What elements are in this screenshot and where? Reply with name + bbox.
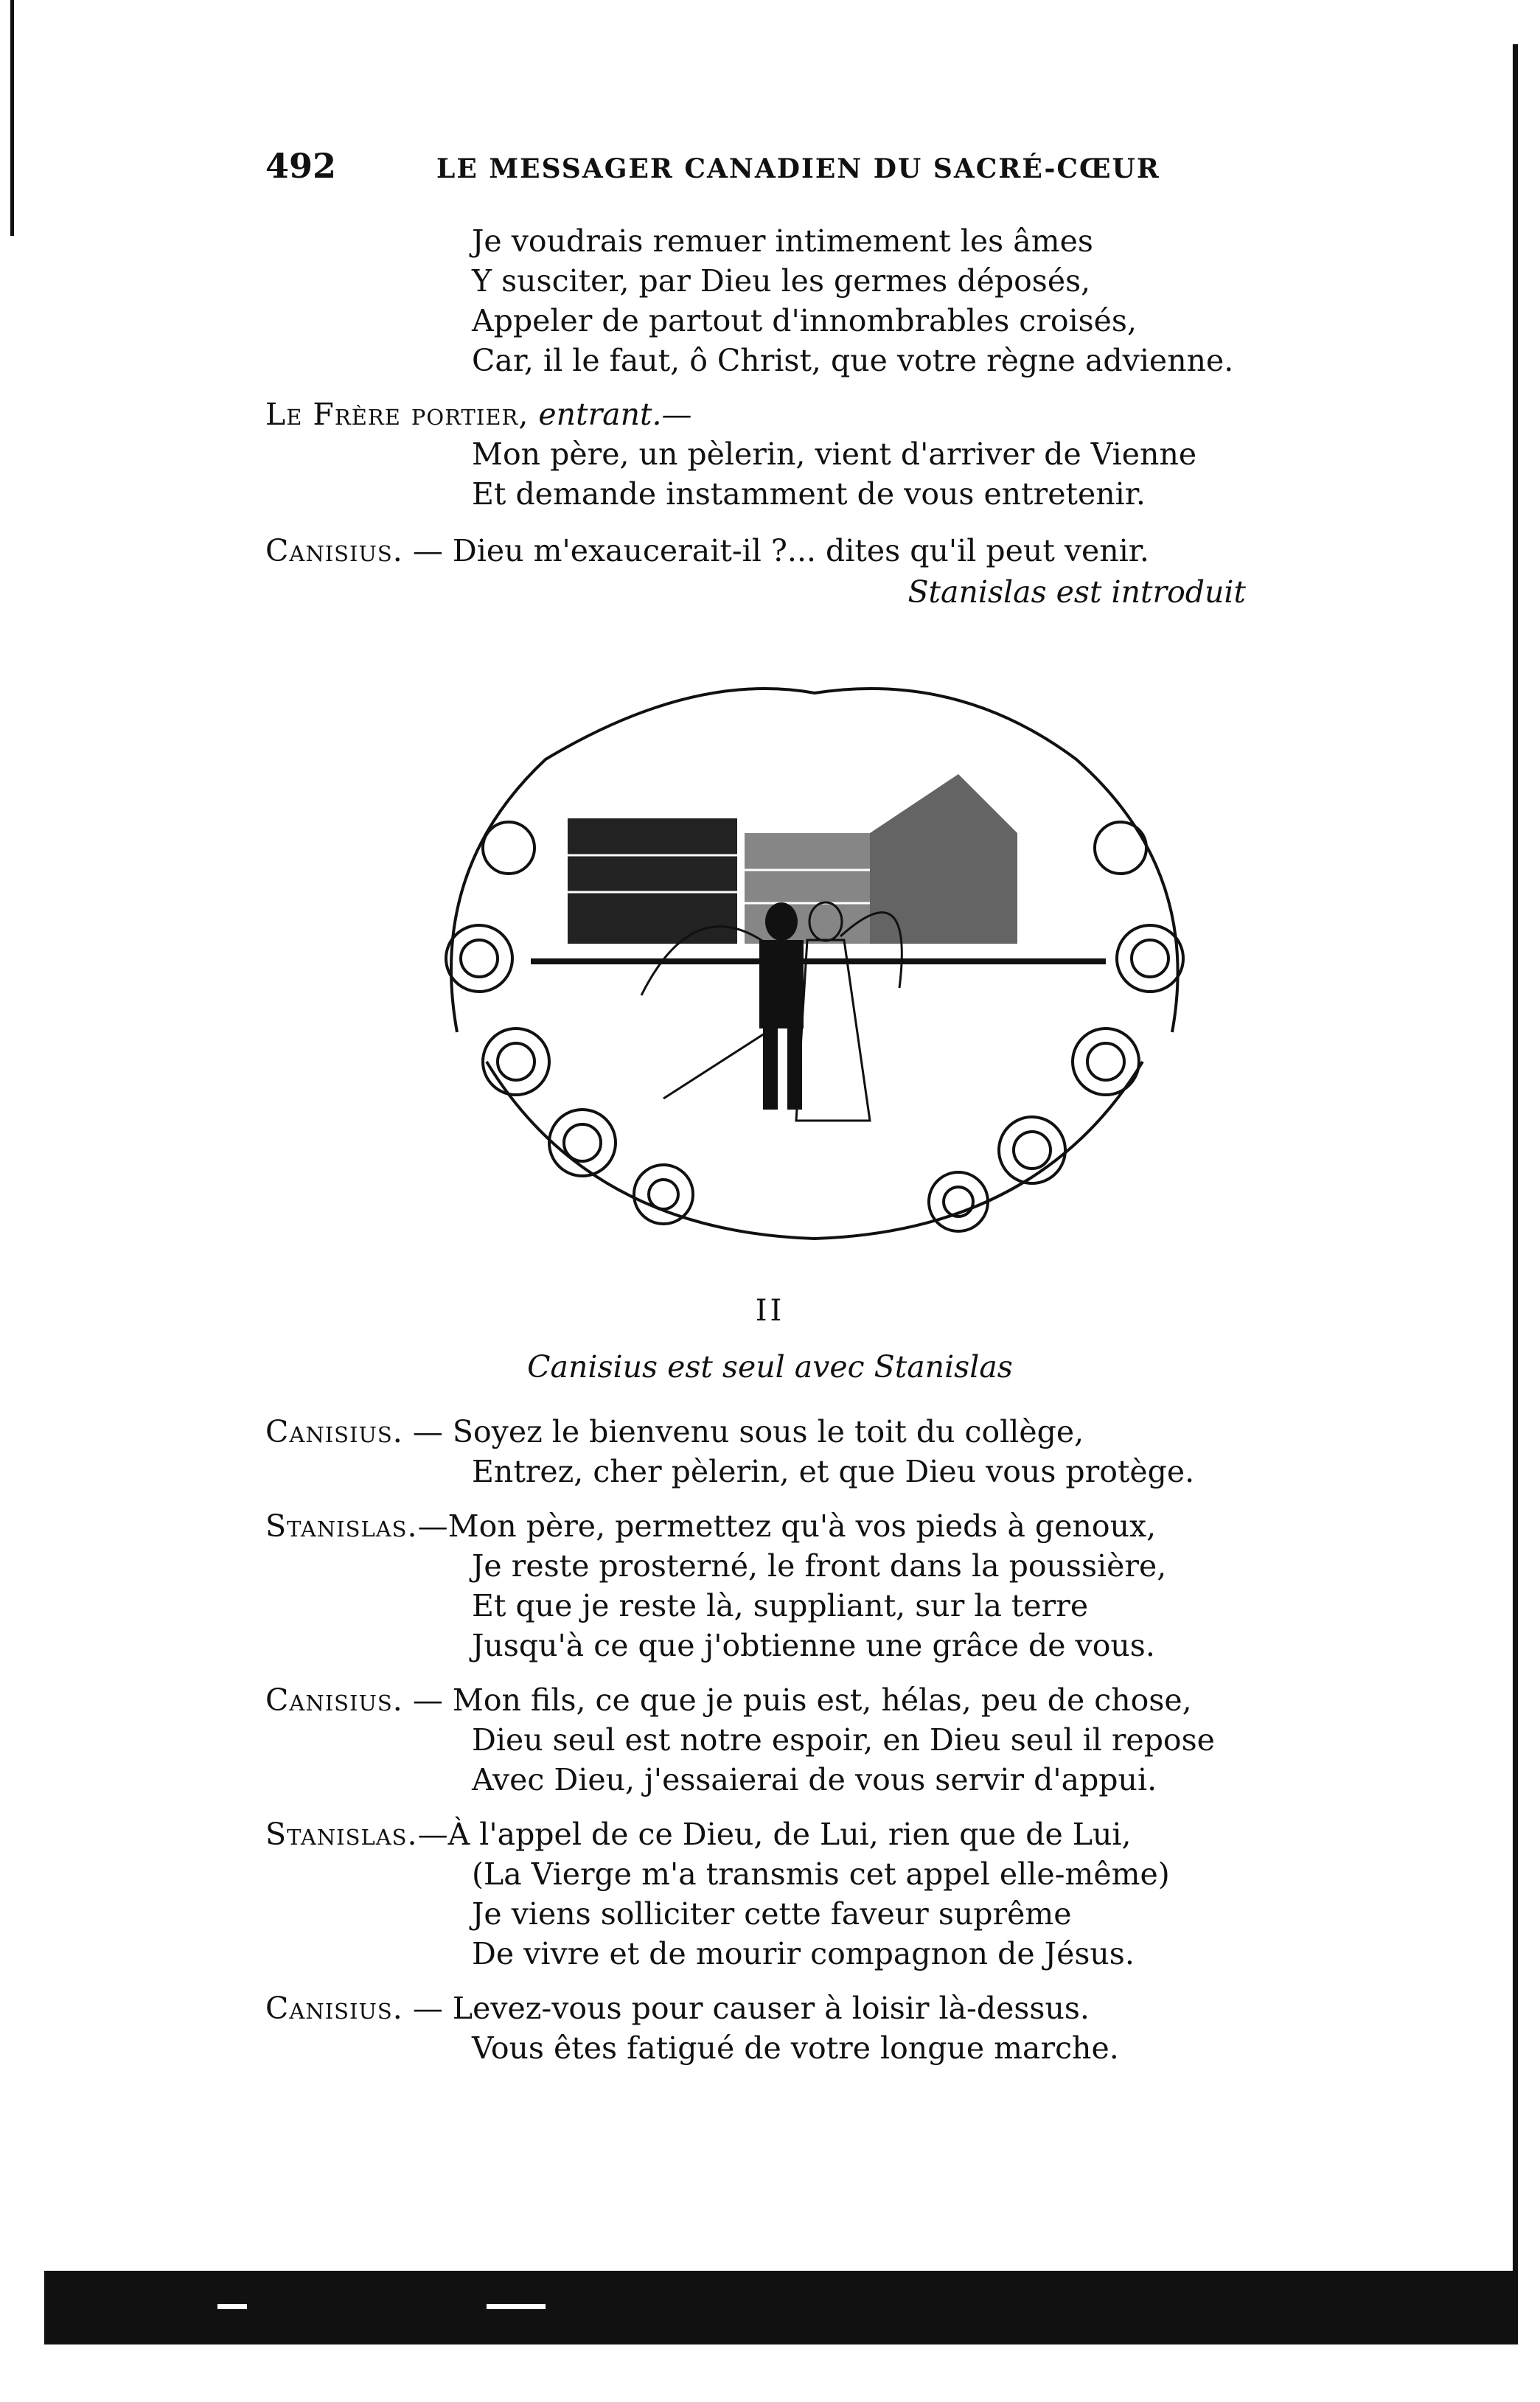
verse-line: Y susciter, par Dieu les germes déposés, xyxy=(472,263,1091,299)
speaker-name: Le Frère portier, xyxy=(265,397,529,432)
stage-direction: Stanislas est introduit xyxy=(907,574,1246,610)
verse-line: Je reste prosterné, le front dans la poussière, xyxy=(472,1548,1167,1584)
verse-line: Je voudrais remuer intimement les âmes xyxy=(472,223,1093,259)
scene-heading: Canisius est seul avec Stanislas xyxy=(527,1349,1013,1385)
verse-line: Je viens solliciter cette faveur suprême xyxy=(472,1896,1072,1932)
speaker-name: Canisius. xyxy=(265,1991,403,2026)
stage-cue: entrant.— xyxy=(538,397,692,432)
scan-gap xyxy=(487,2304,546,2309)
speaker-line xyxy=(265,1814,1132,1854)
verse-text: — Dieu m'exaucerait-il ?... dites qu'il peut venir. xyxy=(412,533,1149,568)
scene-number: II xyxy=(755,1294,785,1328)
verse-text: —Mon père, permettez qu'à vos pieds à genoux, xyxy=(417,1508,1157,1544)
speaker-line xyxy=(265,1988,1090,2028)
speaker-name: Canisius. xyxy=(265,1414,403,1449)
verse-line: (La Vierge m'a transmis cet appel elle-même) xyxy=(472,1856,1170,1892)
rose-wreath-vignette-icon xyxy=(398,649,1231,1268)
verse-text: —À l'appel de ce Dieu, de Lui, rien que de Lui, xyxy=(417,1817,1132,1852)
scan-bottom-bar xyxy=(44,2271,1518,2344)
speaker-line xyxy=(265,1506,1156,1546)
scan-gap xyxy=(217,2304,247,2309)
verse-line: Dieu seul est notre espoir, en Dieu seul il repose xyxy=(472,1722,1215,1758)
verse-line: Entrez, cher pèlerin, et que Dieu vous protège. xyxy=(472,1454,1195,1489)
verse-text: — Soyez le bienvenu sous le toit du collège, xyxy=(412,1414,1084,1449)
scan-edge-right xyxy=(1513,44,1518,2293)
verse-line: Mon père, un pèlerin, vient d'arriver de Vienne xyxy=(472,436,1197,472)
verse-line: Et demande instamment de vous entretenir. xyxy=(472,476,1146,512)
running-head xyxy=(265,146,1246,190)
speaker-line xyxy=(265,1680,1192,1720)
verse-line: Car, il le faut, ô Christ, que votre règne advienne. xyxy=(472,343,1234,378)
page-number: 492 xyxy=(265,146,337,186)
speaker-name: Canisius. xyxy=(265,533,403,568)
verse-line: De vivre et de mourir compagnon de Jésus. xyxy=(472,1936,1135,1971)
verse-text: — Mon fils, ce que je puis est, hélas, peu de chose, xyxy=(412,1682,1192,1718)
speaker-name: Stanislas. xyxy=(265,1817,418,1852)
verse-line: Vous êtes fatigué de votre longue marche. xyxy=(472,2030,1119,2066)
verse-line: Jusqu'à ce que j'obtienne une grâce de vous. xyxy=(472,1628,1155,1663)
verse-line: Avec Dieu, j'essaierai de vous servir d'appui. xyxy=(472,1762,1157,1797)
speaker-name: Canisius. xyxy=(265,1682,403,1718)
speaker-line xyxy=(265,1412,1084,1452)
scan-edge-left xyxy=(10,0,14,236)
speaker-name: Stanislas. xyxy=(265,1508,418,1544)
speaker-line xyxy=(265,531,1149,571)
running-title: LE MESSAGER CANADIEN DU SACRÉ-CŒUR xyxy=(436,153,1160,184)
verse-line: Appeler de partout d'innombrables croisés, xyxy=(472,303,1137,338)
verse-text: — Levez-vous pour causer à loisir là-dessus. xyxy=(412,1991,1090,2026)
speaker-line xyxy=(265,394,692,434)
verse-line: Et que je reste là, suppliant, sur la terre xyxy=(472,1588,1089,1623)
